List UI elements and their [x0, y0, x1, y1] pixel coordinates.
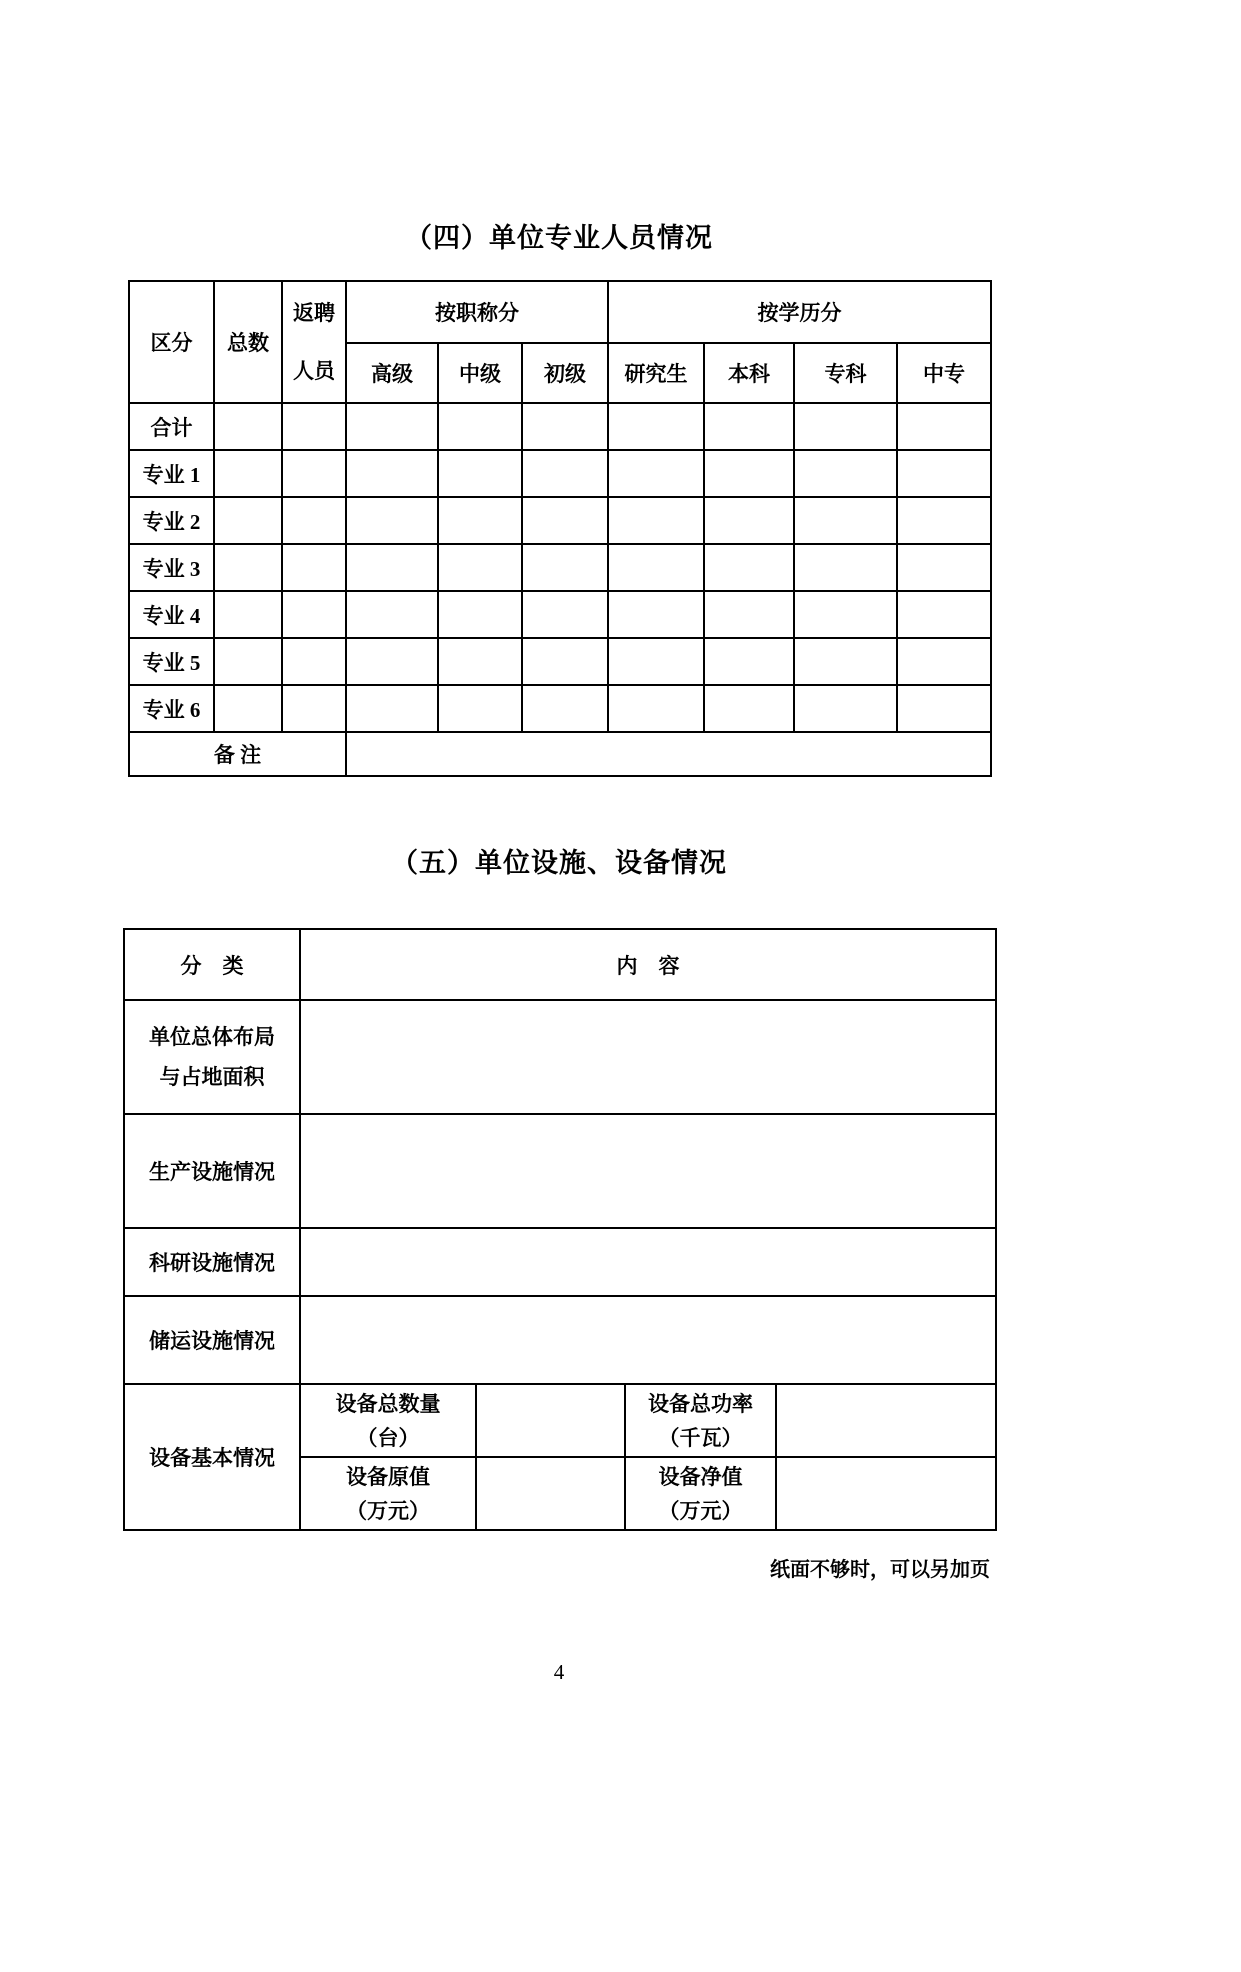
fill-in-cell[interactable] [522, 450, 608, 497]
fill-in-cell[interactable] [608, 450, 704, 497]
fill-in-cell[interactable] [214, 497, 282, 544]
equipment-total-power-line2: （千瓦） [658, 1425, 743, 1450]
fill-in-cell[interactable] [214, 638, 282, 685]
fill-in-cell[interactable] [608, 544, 704, 591]
fill-in-cell[interactable] [608, 638, 704, 685]
fill-in-cell[interactable] [794, 638, 897, 685]
fill-in-cell[interactable] [214, 403, 282, 450]
content-fill-in-cell[interactable] [300, 1228, 996, 1296]
fill-in-cell[interactable] [794, 685, 897, 732]
row-label-layout-area [124, 1000, 300, 1114]
remark-fill-in-cell[interactable] [346, 732, 991, 776]
fill-in-cell[interactable] [608, 591, 704, 638]
facilities-table [123, 928, 997, 1531]
header-senior: 高级 [346, 343, 438, 403]
header-college: 专科 [794, 343, 897, 403]
table-row [129, 591, 991, 638]
header-classification: 分 类 [124, 929, 300, 1000]
row-label-remark: 备 注 [129, 732, 346, 776]
table-row [129, 638, 991, 685]
fill-in-cell[interactable] [897, 450, 991, 497]
header-rehired-line1: 返聘 [293, 301, 335, 325]
header-junior: 初级 [522, 343, 608, 403]
table-row [129, 281, 991, 343]
fill-in-cell[interactable] [794, 450, 897, 497]
table-row [129, 685, 991, 732]
equipment-total-power-label [625, 1384, 776, 1457]
header-group-by-education: 按学历分 [608, 281, 991, 343]
header-rehired [282, 281, 346, 403]
fill-in-cell[interactable] [214, 450, 282, 497]
fill-in-cell[interactable] [794, 497, 897, 544]
equipment-total-count-label [300, 1384, 476, 1457]
equipment-total-count-line1: 设备总数量 [335, 1391, 441, 1416]
equipment-total-count-line2: （台） [356, 1425, 420, 1450]
row-label-equipment-basics: 设备基本情况 [124, 1384, 300, 1530]
header-group-by-title: 按职称分 [346, 281, 608, 343]
fill-in-cell[interactable] [282, 685, 346, 732]
fill-in-cell[interactable] [897, 685, 991, 732]
fill-in-cell[interactable] [704, 685, 794, 732]
fill-in-cell[interactable] [608, 403, 704, 450]
fill-in-cell[interactable] [282, 497, 346, 544]
table-row [124, 929, 996, 1000]
table-row [129, 544, 991, 591]
row-label-total: 合计 [129, 403, 214, 450]
equipment-net-value-line2: （万元） [658, 1498, 743, 1523]
table-row [129, 450, 991, 497]
table-row [129, 403, 991, 450]
fill-in-cell[interactable] [704, 638, 794, 685]
row-label-major-6: 专业 6 [129, 685, 214, 732]
row-label-major-3: 专业 3 [129, 544, 214, 591]
equipment-original-value-label [300, 1457, 476, 1530]
fill-in-cell[interactable] [897, 403, 991, 450]
content-fill-in-cell[interactable] [300, 1114, 996, 1228]
fill-in-cell[interactable] [346, 591, 438, 638]
fill-in-cell[interactable] [522, 403, 608, 450]
equipment-net-value-label [625, 1457, 776, 1530]
fill-in-cell[interactable] [794, 544, 897, 591]
fill-in-cell[interactable] [522, 638, 608, 685]
row-label-research-facilities: 科研设施情况 [124, 1228, 300, 1296]
fill-in-cell[interactable] [438, 450, 522, 497]
fill-in-cell[interactable] [346, 638, 438, 685]
table-row [124, 1228, 996, 1296]
fill-in-cell[interactable] [776, 1457, 996, 1530]
fill-in-cell[interactable] [282, 638, 346, 685]
fill-in-cell[interactable] [794, 591, 897, 638]
table-row [129, 732, 991, 776]
fill-in-cell[interactable] [897, 497, 991, 544]
fill-in-cell[interactable] [608, 497, 704, 544]
equipment-original-value-line2: （万元） [346, 1498, 430, 1523]
equipment-original-value-line1: 设备原值 [346, 1464, 430, 1489]
fill-in-cell[interactable] [704, 544, 794, 591]
header-rehired-line2: 人员 [293, 359, 335, 383]
table-row [129, 497, 991, 544]
fill-in-cell[interactable] [214, 685, 282, 732]
fill-in-cell[interactable] [346, 450, 438, 497]
fill-in-cell[interactable] [438, 497, 522, 544]
fill-in-cell[interactable] [704, 450, 794, 497]
fill-in-cell[interactable] [476, 1457, 625, 1530]
fill-in-cell[interactable] [438, 591, 522, 638]
fill-in-cell[interactable] [897, 591, 991, 638]
fill-in-cell[interactable] [608, 685, 704, 732]
row-label-major-1: 专业 1 [129, 450, 214, 497]
row-label-major-4: 专业 4 [129, 591, 214, 638]
fill-in-cell[interactable] [438, 403, 522, 450]
fill-in-cell[interactable] [282, 591, 346, 638]
header-content: 内 容 [300, 929, 996, 1000]
fill-in-cell[interactable] [346, 403, 438, 450]
fill-in-cell[interactable] [704, 403, 794, 450]
fill-in-cell[interactable] [522, 685, 608, 732]
header-secondary: 中专 [897, 343, 991, 403]
fill-in-cell[interactable] [522, 497, 608, 544]
fill-in-cell[interactable] [438, 544, 522, 591]
page-content [128, 218, 990, 1685]
row-label-production-facilities: 生产设施情况 [124, 1114, 300, 1228]
header-mid: 中级 [438, 343, 522, 403]
fill-in-cell[interactable] [282, 544, 346, 591]
fill-in-cell[interactable] [897, 638, 991, 685]
fill-in-cell[interactable] [476, 1384, 625, 1457]
fill-in-cell[interactable] [438, 685, 522, 732]
fill-in-cell[interactable] [214, 544, 282, 591]
fill-in-cell[interactable] [438, 638, 522, 685]
table2-title: （五）单位设施、设备情况 [391, 848, 727, 878]
fill-in-cell[interactable] [776, 1384, 996, 1457]
fill-in-cell[interactable] [897, 544, 991, 591]
row-label-major-5: 专业 5 [129, 638, 214, 685]
header-bachelor: 本科 [704, 343, 794, 403]
fill-in-cell[interactable] [704, 591, 794, 638]
fill-in-cell[interactable] [522, 544, 608, 591]
table-row [124, 1000, 996, 1114]
fill-in-cell[interactable] [704, 497, 794, 544]
equipment-net-value-line1: 设备净值 [658, 1464, 743, 1489]
personnel-table [128, 280, 992, 777]
fill-in-cell[interactable] [522, 591, 608, 638]
header-category: 区分 [129, 281, 214, 403]
footnote: 纸面不够时，可以另加页 [770, 1559, 990, 1581]
fill-in-cell[interactable] [346, 497, 438, 544]
header-graduate: 研究生 [608, 343, 704, 403]
row-label-storage-facilities: 储运设施情况 [124, 1296, 300, 1384]
row-label-layout-line2: 与占地面积 [159, 1065, 265, 1089]
row-label-major-2: 专业 2 [129, 497, 214, 544]
fill-in-cell[interactable] [214, 591, 282, 638]
row-label-layout-line1: 单位总体布局 [149, 1025, 275, 1049]
fill-in-cell[interactable] [282, 403, 346, 450]
table1-title: （四）单位专业人员情况 [405, 223, 713, 253]
content-fill-in-cell[interactable] [300, 1000, 996, 1114]
table-row [124, 1114, 996, 1228]
table-row [124, 1384, 996, 1457]
page-number: 4 [553, 1660, 565, 1684]
header-total: 总数 [214, 281, 282, 403]
content-fill-in-cell[interactable] [300, 1296, 996, 1384]
fill-in-cell[interactable] [794, 403, 897, 450]
fill-in-cell[interactable] [282, 450, 346, 497]
table-row [124, 1296, 996, 1384]
equipment-total-power-line1: 设备总功率 [648, 1391, 753, 1416]
fill-in-cell[interactable] [346, 685, 438, 732]
fill-in-cell[interactable] [346, 544, 438, 591]
